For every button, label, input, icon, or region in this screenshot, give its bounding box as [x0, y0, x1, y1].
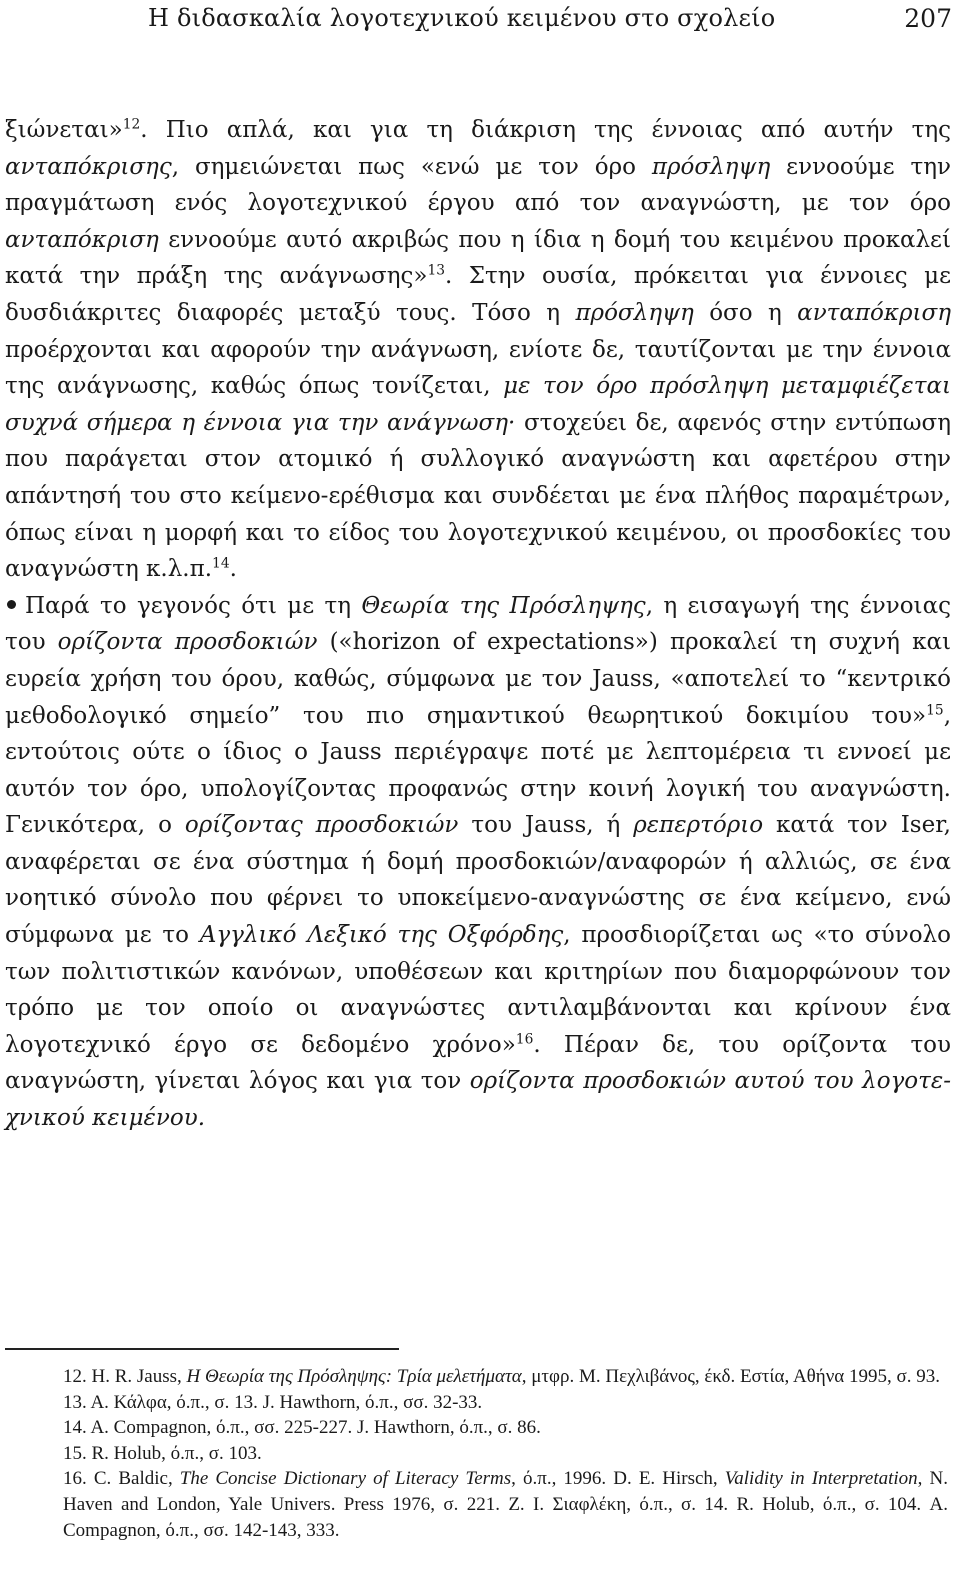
- footnote-ref-14[interactable]: 14: [212, 555, 230, 572]
- paragraph-2: Παρά το γεγονός ότι με τη Θεωρία της Πρόσληψης, η εισαγωγή της έννοιας του ορίζοντα προσδοκιών («horizon of expectations») προκαλεί τη συχνή και ευρεία χρήση του όρου, καθώς, σύμφωνα με τον Jauss, «αποτελεί το “κεντρικό μεθοδολογικό σημείο” του πιο σημαντικού θεωρητικού δοκιμίου του»$^{15}$, εντούτοις ούτε ο ίδιος ο Jauss περιέγραψε ποτέ με λεπτομέρεια τι εννοεί με αυτόν τον όρο, υπολογίζοντας προφανώς στην κοινή λογική του αναγνώστη. Γενικότερα, ο ορίζοντας προσδοκιών του Jauss, ή ρεπερτόριο κατά τον Iser, αναφέρεται σε ένα σύστημα ή δομή προσδοκιών/αναφορών ή αλλιώς, σε ένα νοητικό σύνολο που φέρνει το υποκείμενο-αναγνώστης σε ένα κείμενο, ενώ σύμφωνα με το Αγγλικό Λεξικό της Οξφόρδης, προσδιορίζεται ως «το σύνολο των πολιτιστικών κανόνων, υποθέσεων και κριτηρίων που διαμορφώνουν τον τρόπο με τον οποίο οι αναγνώστες αντιλαμβάνονται και κρίνουν ένα λογοτεχνικό έργο σε δεδομένο χρόνο»$^{16}$. Πέραν δε, του ορίζοντα του αναγνώστη, γίνεται λόγος και για τον ορίζοντα προσδοκιών αυτού του λογοτεχνικού κειμένου.: [5, 592, 952, 1132]
- footnotes: [5, 1364, 948, 1543]
- footnote-12: 12. H. R. Jauss, Η Θεωρία της Πρόσληψης: Τρία μελετήματα, μτφρ. Μ. Πεχλιβάνος, έκδ. Εστία, Αθήνα 1995, σ. 93.: [63, 1366, 940, 1387]
- footnote-13: 13. Α. Κάλφα, ό.π., σ. 13. J. Hawthorn, ό.π., σσ. 32-33.: [63, 1391, 483, 1413]
- page-number: 207: [904, 4, 952, 33]
- footnote-14: 14. A. Compagnon, ό.π., σσ. 225-227. J. Hawthorn, ό.π., σ. 86.: [63, 1417, 541, 1439]
- running-title: Η διδασκαλία λογοτεχνικού κειμένου στο σχολείο: [148, 4, 776, 32]
- paragraph-1: ξιώνεται»$^{12}$. Πιο απλά, και για τη διάκριση της έννοιας από αυτήν της ανταπόκρισης, σημειώνεται πως «ενώ με τον όρο πρόσληψη εννοούμε την πραγμάτωση ενός λογοτεχνικού έργου από τον αναγνώστη, με τον όρο ανταπόκριση εννοούμε αυτό ακριβώς που η ίδια η δομή του κειμένου προκαλεί κατά την πράξη της ανάγνωσης»$^{13}$. Στην ουσία, πρόκειται για έννοιες με δυσδιάκριτες διαφορές μεταξύ τους. Τόσο η πρόσληψη όσο η ανταπόκριση προέρχονται και αφορούν την ανάγνωση, ενίοτε δε, ταυτίζονται με την έννοια της ανάγνωσης, καθώς όπως τονίζεται, με τον όρο πρόσληψη μεταμφιέζεται συχνά σήμερα η έννοια για την ανάγνωση· στοχεύει δε, αφενός στην εντύπωση που παράγεται στον ατομικό ή συλλογικό αναγνώστη και αφετέρου στην απάντησή του στο κείμενο-ερέθισμα και συνδέεται με ένα πλήθος παραμέτρων, όπως είναι η μορφή και το είδος του λογοτεχνικού κειμένου, οι προσδοκίες του αναγνώστη κ.λ.π.$^{14}$.: [5, 116, 952, 583]
- footnote-ref-13[interactable]: 13: [427, 262, 446, 279]
- footnote-divider: [5, 1348, 399, 1350]
- footnote-ref-15[interactable]: 15: [926, 701, 944, 718]
- bullet-icon: [7, 600, 16, 609]
- footnote-ref-16[interactable]: 16: [515, 1031, 534, 1048]
- page-header: [0, 0, 960, 60]
- footnote-ref-12[interactable]: 12: [122, 116, 141, 133]
- main-text: [5, 112, 951, 1137]
- footnote-16: 16. C. Baldic, The Concise Dictionary of Literacy Terms, ό.π., 1996. D. E. Hirsch, Validity in Interpretation, N. Haven and London, Yale Univers. Press 1976, σ. 221. Ζ. Ι. Σιαφλέκη, ό.π., σ. 14. R. Holub, ό.π., σ. 104. A. Compagnon, ό.π., σσ. 142-143, 333.: [63, 1468, 948, 1541]
- footnote-15: 15. R. Holub, ό.π., σ. 103.: [63, 1442, 262, 1464]
